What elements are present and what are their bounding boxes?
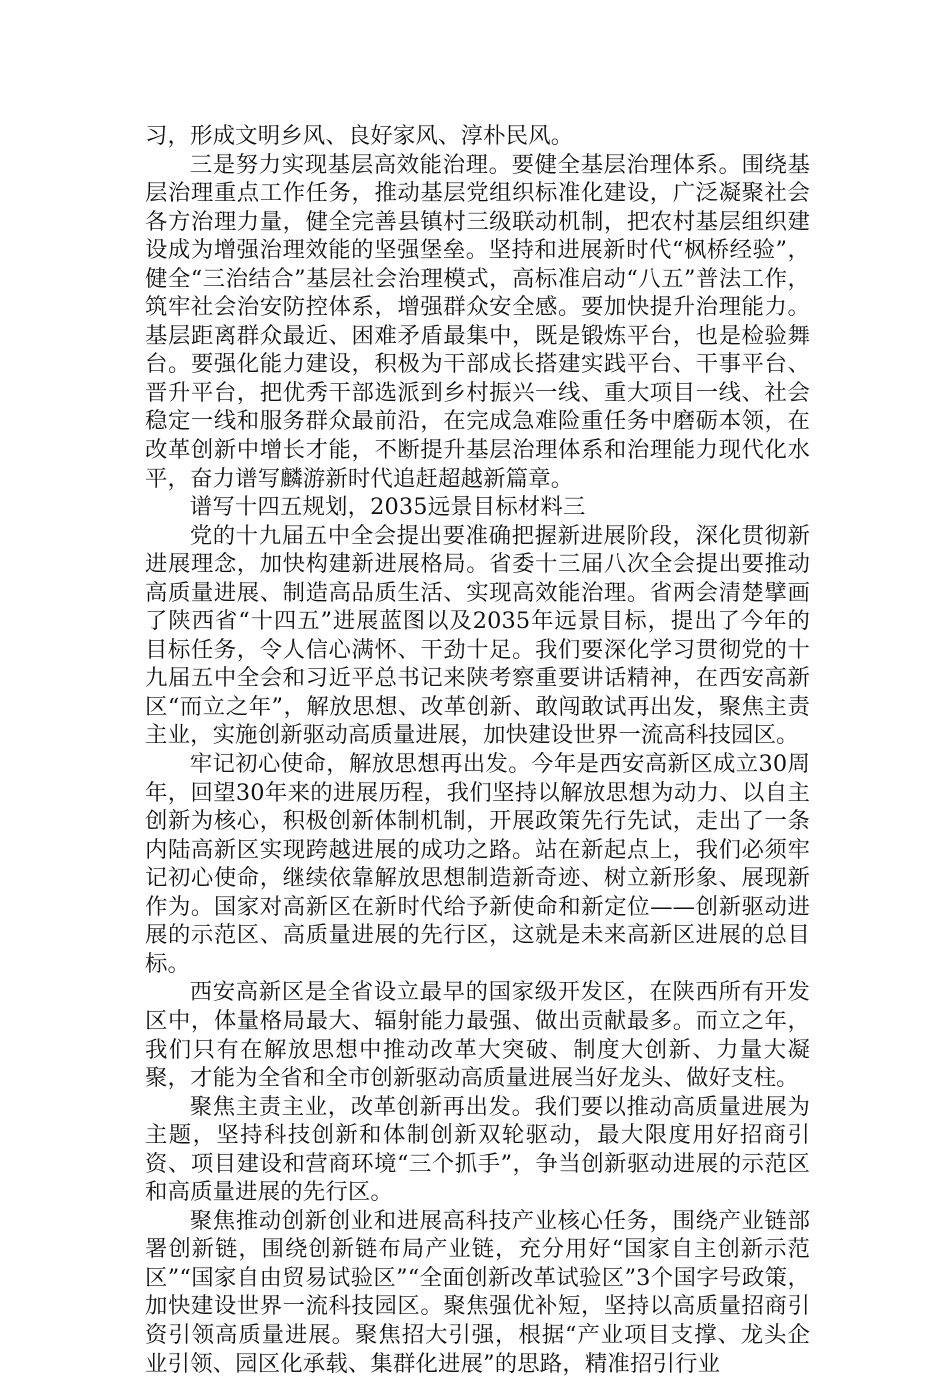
paragraph-focus-main-responsibility: 聚焦主责主业，改革创新再出发。我们要以推动高质量进展为主题，坚持科技创新和体制创新双轮驱动，最大限度用好招商引资、项目建设和营商环境“三个抓手”，争当创新驱动进展的示范区和高质量进展的先行区。 [145,1093,810,1206]
paragraph-grassroots-governance: 三是努力实现基层高效能治理。要健全基层治理体系。围绕基层治理重点工作任务，推动基层党组织标准化建设，广泛凝聚社会各方治理力量，健全完善县镇村三级联动机制，把农村基层组织建设成为增强治理效能的坚强堡垒。坚持和进展新时代“枫桥经验”，健全“三治结合”基层社会治理模式，高标准启动“八五”普法工作，筑牢社会治安防控体系，增强群众安全感。要加快提升治理能力。基层距离群众最近、困难矛盾最集中，既是锻炼平台，也是检验舞台。要强化能力建设，积极为干部成长搭建实践平台、干事平台、晋升平台，把优秀干部选派到乡村振兴一线、重大项目一线、社会稳定一线和服务群众最前沿，在完成急难险重任务中磨砺本领，在改革创新中增长才能，不断提升基层治理体系和治理能力现代化水平，奋力谱写麟游新时代追赶超越新篇章。 [145,151,810,492]
paragraph-xian-high-tech-zone: 西安高新区是全省设立最早的国家级开发区，在陕西所有开发区中，体量格局最大、辐射能力最强、做出贡献最多。而立之年，我们只有在解放思想中推动改革大突破、制度大创新、力量大凝聚，才能为全省和全市创新驱动高质量进展当好龙头、做好支柱。 [145,979,810,1092]
paragraph-remember-mission: 牢记初心使命，解放思想再出发。今年是西安高新区成立30周年，回望30年来的进展历程，我们坚持以解放思想为动力、以自主创新为核心，积极创新体制机制，开展政策先行先试，走出了一条内陆高新区实现跨越进展的成功之路。站在新起点上，我们必须牢记初心使命，继续依靠解放思想制造新奇迹、树立新形象、展现新作为。国家对高新区在新时代给予新使命和新定位——创新驱动进展的示范区、高质量进展的先行区，这就是未来高新区进展的总目标。 [145,751,810,977]
paragraph-rural-civilization-end: 习，形成文明乡风、良好家风、淳朴民风。 [145,123,574,149]
paragraph-fifth-plenum: 党的十九届五中全会提出要准确把握新进展阶段，深化贯彻新进展理念，加快构建新进展格局。省委十三届八次全会提出要推动高质量进展、制造高品质生活、实现高效能治理。省两会清楚擘画了陕西省“十四五”进展蓝图以及2035年远景目标，提出了今年的目标任务，令人信心满怀、干劲十足。我们要深化学习贯彻党的十九届五中全会和习近平总书记来陕考察重要讲话精神，在西安高新区“而立之年”，解放思想、改革创新、敢闯敢试再出发，聚焦主责主业，实施创新驱动高质量进展，加快建设世界一流高科技园区。 [145,522,810,749]
section-heading-material-three: 谱写十四五规划，2035远景目标材料三 [189,494,586,521]
document-page [145,122,810,1378]
paragraph-innovation-industry: 聚焦推动创新创业和进展高科技产业核心任务，围绕产业链部署创新链，围绕创新链布局产业链，充分用好“国家自主创新示范区”“国家自由贸易试验区”“全面创新改革试验区”3个国字号政策，加快建设世界一流科技园区。聚焦强优补短，坚持以高质量招商引资引领高质量进展。聚焦招大引强，根据“产业项目支撑、龙头企业引领、园区化承载、集群化进展”的思路，精准招引行业 [145,1207,810,1377]
